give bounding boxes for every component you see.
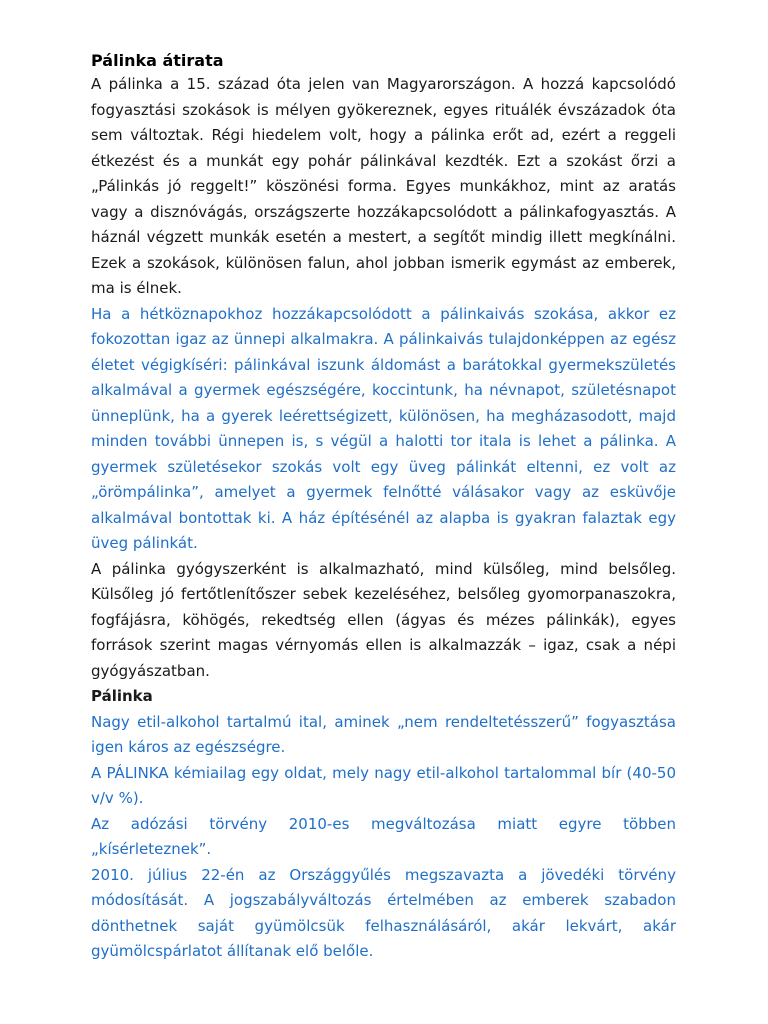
section-heading: Pálinka [91,687,153,705]
paragraph-medicine: A pálinka gyógyszerként is alkalmazható, mind külsőleg, mind belsőleg. Külsőleg jó fertőtlenítőszer sebek kezeléséhez, belsőleg gyomorpanaszokra, fogfájásra, köhögés, rekedtség ellen (ágyas és mézes pálinkák), egyes források szerint magas vérnyomás ellen is alkalmazzák – igaz, csak a népi gyógyászatban. [91,559,676,680]
paragraph-law: 2010. július 22-én az Országgyűlés megszavazta a jövedéki törvény módosítását. A jogszabályváltozás értelmében az emberek szabadon dönthetnek saját gyümölcsük felhasználásáról, akár lekvárt, akár gyümölcspárlatot állítanak elő belőle. [91,865,676,960]
paragraph-celebrations: Ha a hétköznapokhoz hozzákapcsolódott a pálinkaivás szokása, akkor ez fokozottan igaz az ünnepi alkalmakra. A pálinkaivás tulajdonképpen az egész életet végigkíséri: pálinkával iszunk áldomást a barátokkal gyermekszületés alkalmával a gyermek egészségére, koccintunk, ha névnapot, születésnapot ünneplünk, ha a gyerek leérettségizett, különösen, ha megházasodott, majd minden további ünnepen is, s végül a halotti tor itala is lehet a pálinka. A gyermek születésekor szokás volt egy üveg pálinkát eltenni, ez volt az „örömpálinka”, amelyet a gyermek felnőtté válásakor vagy az esküvője alkalmával bontottak ki. A ház építésénél az alapba is gyakran falaztak egy üveg pálinkát. [91,304,676,552]
document-page [91,50,676,965]
paragraph-history: A pálinka a 15. század óta jelen van Magyarországon. A hozzá kapcsolódó fogyasztási szokások is mélyen gyökereznek, egyes rituálék évszázadok óta sem változtak. Régi hiedelem volt, hogy a pálinka erőt ad, ezért a reggeli étkezést és a munkát egy pohár pálinkával kezdték. Ezt a szokást őrzi a „Pálinkás jó reggelt!” köszönési forma. Egyes munkákhoz, mint az aratás vagy a disznóvágás, országszerte hozzákapcsolódott a pálinkafogyasztás. A háznál végzett munkák esetén a mestert, a segítőt mindig illett megkínálni. Ezek a szokások, különösen falun, ahol jobban ismerik egymást az emberek, ma is élnek. [91,75,676,297]
paragraph-tax: Az adózási törvény 2010-es megváltozása miatt egyre többen „kísérleteznek”. [91,814,676,858]
document-title: Pálinka átirata [91,51,224,70]
paragraph-chemistry: A PÁLINKA kémiailag egy oldat, mely nagy etil-alkohol tartalommal bír (40-50 v/v %). [91,763,676,807]
paragraph-alcohol: Nagy etil-alkohol tartalmú ital, aminek „nem rendeltetésszerű” fogyasztása igen káros az egészségre. [91,712,676,756]
